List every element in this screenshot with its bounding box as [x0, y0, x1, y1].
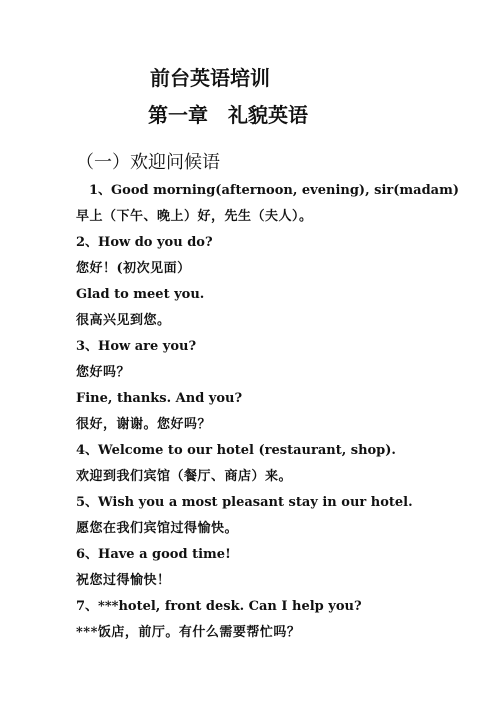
phrase-line: Glad to meet you. — [76, 287, 205, 302]
translation-line: 很高兴见到您。 — [76, 313, 171, 328]
translation-line: 很好，谢谢。您好吗？ — [76, 417, 212, 432]
chapter-heading: 第一章 礼貌英语 — [148, 103, 308, 127]
translation-line: 您好！(初次见面） — [76, 261, 191, 276]
phrase-line: Fine, thanks. And you? — [76, 391, 243, 406]
phrase-line: 5、Wish you a most pleasant stay in our hotel. — [76, 495, 413, 510]
phrase-line: 6、Have a good time! — [76, 547, 231, 562]
phrase-line: 1、Good morning(afternoon, evening), sir(madam) — [89, 183, 459, 198]
phrase-line: 2、How do you do? — [76, 235, 213, 250]
document-title: 前台英语培训 — [150, 66, 270, 90]
phrase-line: 3、How are you? — [76, 339, 197, 354]
phrase-line: 7、***hotel, front desk. Can I help you? — [76, 599, 362, 614]
translation-line: 早上（下午、晚上）好，先生（夫人）。 — [76, 209, 313, 224]
translation-line: 欢迎到我们宾馆（餐厅、商店）来。 — [76, 469, 293, 484]
translation-line: 祝您过得愉快！ — [76, 573, 171, 588]
translation-line: ***饭店，前厅。有什么需要帮忙吗？ — [76, 625, 301, 640]
phrase-line: 4、Welcome to our hotel (restaurant, shop). — [76, 443, 396, 458]
translation-line: 愿您在我们宾馆过得愉快。 — [76, 521, 239, 536]
translation-line: 您好吗？ — [76, 365, 131, 380]
section-heading: （一）欢迎问候语 — [76, 152, 220, 173]
